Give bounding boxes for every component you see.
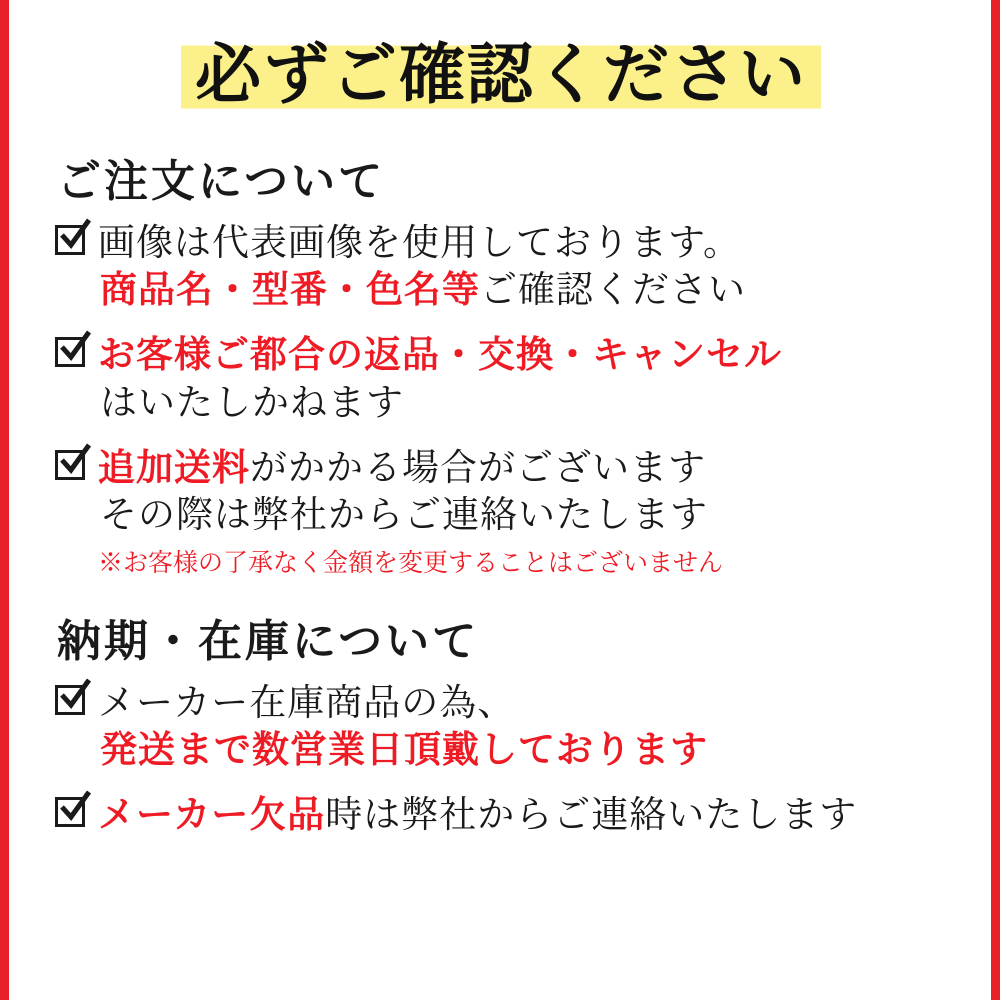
notice-item xyxy=(55,444,951,579)
page-title: 必ずご確認ください xyxy=(181,34,821,115)
notice-line xyxy=(98,266,951,313)
notice-item xyxy=(55,679,951,774)
notice-line xyxy=(98,491,951,538)
notice-text-segment: ご確認ください xyxy=(480,267,746,311)
checked-checkbox-icon xyxy=(55,225,89,259)
checked-checkbox-icon xyxy=(55,450,89,484)
notice-text-segment-emphasis: 発送まで数営業日頂戴しております xyxy=(100,727,708,772)
notice-line xyxy=(98,331,951,378)
notice-text-segment-emphasis: 追加送料 xyxy=(98,444,250,489)
notice-text-segment-emphasis: メーカー欠品 xyxy=(98,792,326,837)
notice-footnote: ※お客様の了承なく金額を変更することはございません xyxy=(98,547,724,577)
checked-checkbox-icon xyxy=(55,685,89,719)
notice-item xyxy=(55,791,951,838)
notice-line xyxy=(98,791,951,838)
page-title-container xyxy=(51,34,951,115)
section-heading-order: ご注文について xyxy=(57,155,386,207)
checked-checkbox-icon xyxy=(55,337,89,371)
notice-item-text xyxy=(98,331,951,426)
notice-item xyxy=(55,219,951,314)
notice-text-segment-emphasis: お客様ご都合の返品・交換・キャンセル xyxy=(98,332,782,377)
notice-item-text xyxy=(98,679,951,774)
notice-text-segment: 時は弊社からご連絡いたします xyxy=(325,793,858,837)
notice-item-text xyxy=(98,791,951,838)
notice-line xyxy=(98,219,951,266)
notice-text-segment: メーカー在庫商品の為、 xyxy=(98,680,516,724)
notice-item xyxy=(55,331,951,426)
notice-line xyxy=(98,726,951,773)
notice-item-text xyxy=(98,219,951,314)
notice-text-segment: がかかる場合がございます xyxy=(250,445,706,489)
notice-item-text xyxy=(98,444,951,579)
notice-content xyxy=(9,0,991,1000)
notice-text-segment: 画像は代表画像を使用しております。 xyxy=(98,220,742,264)
notice-text-segment-emphasis: 商品名・型番・色名等 xyxy=(100,266,480,311)
notice-line xyxy=(98,444,951,491)
notice-line xyxy=(98,379,951,426)
notice-text-segment: その際は弊社からご連絡いたします xyxy=(100,493,708,537)
section-heading-delivery: 納期・在庫について xyxy=(57,615,480,667)
notice-text-segment: はいたしかねます xyxy=(100,380,404,424)
notice-line xyxy=(98,679,951,726)
checked-checkbox-icon xyxy=(55,797,89,831)
